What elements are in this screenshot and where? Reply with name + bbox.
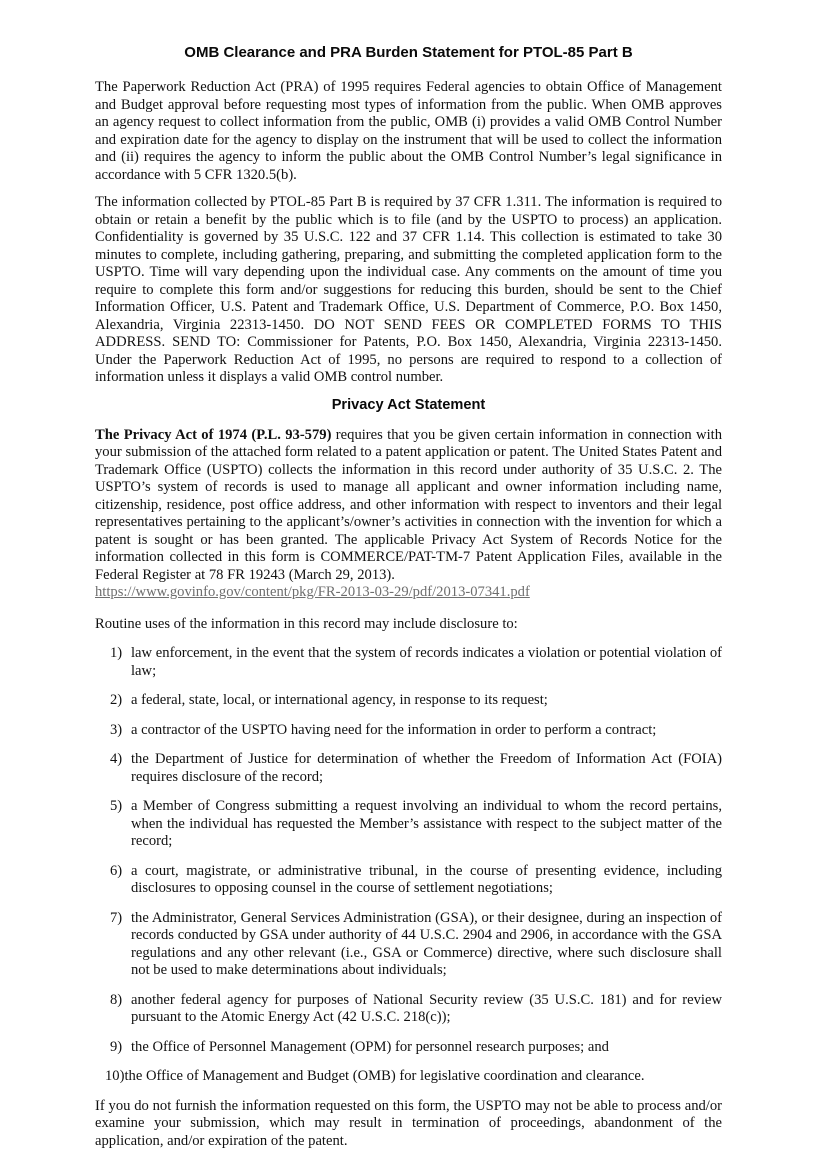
privacy-act-bold-leadin: The Privacy Act of 1974 (P.L. 93-579) xyxy=(95,427,331,443)
routine-use-item-10 xyxy=(95,1068,722,1086)
item-number: 9) xyxy=(110,1039,131,1057)
item-number: 6) xyxy=(110,863,131,881)
item-number: 4) xyxy=(110,751,131,769)
item-text: a contractor of the USPTO having need for the information in order to perform a contract; xyxy=(131,722,656,738)
federal-register-pdf-link[interactable]: https://www.govinfo.gov/content/pkg/FR-2013-03-29/pdf/2013-07341.pdf xyxy=(95,584,530,600)
information-collection-paragraph: The information collected by PTOL-85 Part B is required by 37 CFR 1.311. The information is required to obtain or retain a benefit by the public which is to file (and by the USPTO to process) an application. Confidentiality is governed by 35 U.S.C. 122 and 37 CFR 1.14. This collection is estimated to take 30 minutes to complete, including gathering, preparing, and submitting the completed application form to the USPTO. Time will vary depending upon the individual case. Any comments on the amount of time you require to complete this form and/or suggestions for reducing this burden, should be sent to the Chief Information Officer, U.S. Patent and Trademark Office, U.S. Department of Commerce, P.O. Box 1450, Alexandria, Virginia 22313-1450. DO NOT SEND FEES OR COMPLETED FORMS TO THIS ADDRESS. SEND TO: Commissioner for Patents, P.O. Box 1450, Alexandria, Virginia 22313-1450. Under the Paperwork Reduction Act of 1995, no persons are required to respond to a collection of information unless it displays a valid OMB control number. xyxy=(95,194,722,387)
item-number: 1) xyxy=(110,645,131,663)
item-number: 7) xyxy=(110,910,131,928)
item-text: a court, magistrate, or administrative tribunal, in the course of presenting evidence, including disclosures to opposing counsel in the course of settlement negotiations; xyxy=(131,863,722,897)
privacy-act-paragraph xyxy=(95,427,722,585)
routine-use-item-9 xyxy=(95,1039,722,1057)
pra-burden-paragraph: The Paperwork Reduction Act (PRA) of 1995 requires Federal agencies to obtain Office of Management and Budget approval before requesting most types of information from the public. When OMB approves an agency request to collect information from the public, OMB (i) provides a valid OMB Control Number and expiration date for the agency to display on the instrument that will be used to collect the information and (ii) requires the agency to inform the public about the OMB Control Number’s legal significance in accordance with 5 CFR 1320.5(b). xyxy=(95,79,722,184)
privacy-act-paragraph-text: requires that you be given certain information in connection with your submission of the attached form related to a patent application or patent. The United States Patent and Trademark Office (USPTO) collects the information in this record under authority of 35 U.S.C. 2. The USPTO’s system of records is used to manage all applicant and owner information including name, citizenship, residence, post office address, and other information with respect to inventors and their legal representatives pertaining to the applicant’s/owner’s activities in connection with the invention for which a patent is sought or has been granted. The applicable Privacy Act System of Records Notice for the information collected in this form is COMMERCE/PAT-TM-7 Patent Application Files, available in the Federal Register at 78 FR 19243 (March 29, 2013). xyxy=(95,427,722,583)
routine-use-item-8 xyxy=(95,992,722,1027)
routine-use-item-3 xyxy=(95,722,722,740)
routine-use-item-5 xyxy=(95,798,722,851)
item-number: 5) xyxy=(110,798,131,816)
closing-paragraph: If you do not furnish the information requested on this form, the USPTO may not be able to process and/or examine your submission, which may result in termination of proceedings, abandonment of the application, and/or expiration of the patent. xyxy=(95,1098,722,1150)
routine-use-item-7 xyxy=(95,910,722,980)
federal-register-link-line xyxy=(95,584,722,602)
item-number: 2) xyxy=(110,692,131,710)
item-text: the Department of Justice for determination of whether the Freedom of Information Act (FOIA) requires disclosure of the record; xyxy=(131,751,722,785)
item-text: law enforcement, in the event that the system of records indicates a violation or potential violation of law; xyxy=(131,645,722,679)
item-number: 8) xyxy=(110,992,131,1010)
routine-uses-list xyxy=(95,645,722,1086)
routine-use-item-6 xyxy=(95,863,722,898)
item-text: a Member of Congress submitting a request involving an individual to whom the record pertains, when the individual has requested the Member’s assistance with respect to the subject matter of the record; xyxy=(131,798,722,849)
item-number: 3) xyxy=(110,722,131,740)
item-text: the Office of Management and Budget (OMB) for legislative coordination and clearance. xyxy=(124,1068,644,1084)
routine-use-item-2 xyxy=(95,692,722,710)
routine-use-item-1 xyxy=(95,645,722,680)
item-text: another federal agency for purposes of National Security review (35 U.S.C. 181) and for review pursuant to the Atomic Energy Act (42 U.S.C. 218(c)); xyxy=(131,992,722,1026)
item-number: 10) xyxy=(105,1068,124,1086)
item-text: the Administrator, General Services Administration (GSA), or their designee, during an inspection of records conducted by GSA under authority of 44 U.S.C. 2904 and 2906, in accordance with the GSA regulations and any other relevant (i.e., GSA or Commerce) directive, where such disclosure shall not be used to make determinations about individuals; xyxy=(131,910,722,979)
item-text: the Office of Personnel Management (OPM) for personnel research purposes; and xyxy=(131,1039,609,1055)
routine-use-item-4 xyxy=(95,751,722,786)
item-text: a federal, state, local, or international agency, in response to its request; xyxy=(131,692,548,708)
routine-uses-intro: Routine uses of the information in this record may include disclosure to: xyxy=(95,616,722,634)
page-title: OMB Clearance and PRA Burden Statement for PTOL-85 Part B xyxy=(95,44,722,61)
privacy-act-statement-heading: Privacy Act Statement xyxy=(95,397,722,413)
